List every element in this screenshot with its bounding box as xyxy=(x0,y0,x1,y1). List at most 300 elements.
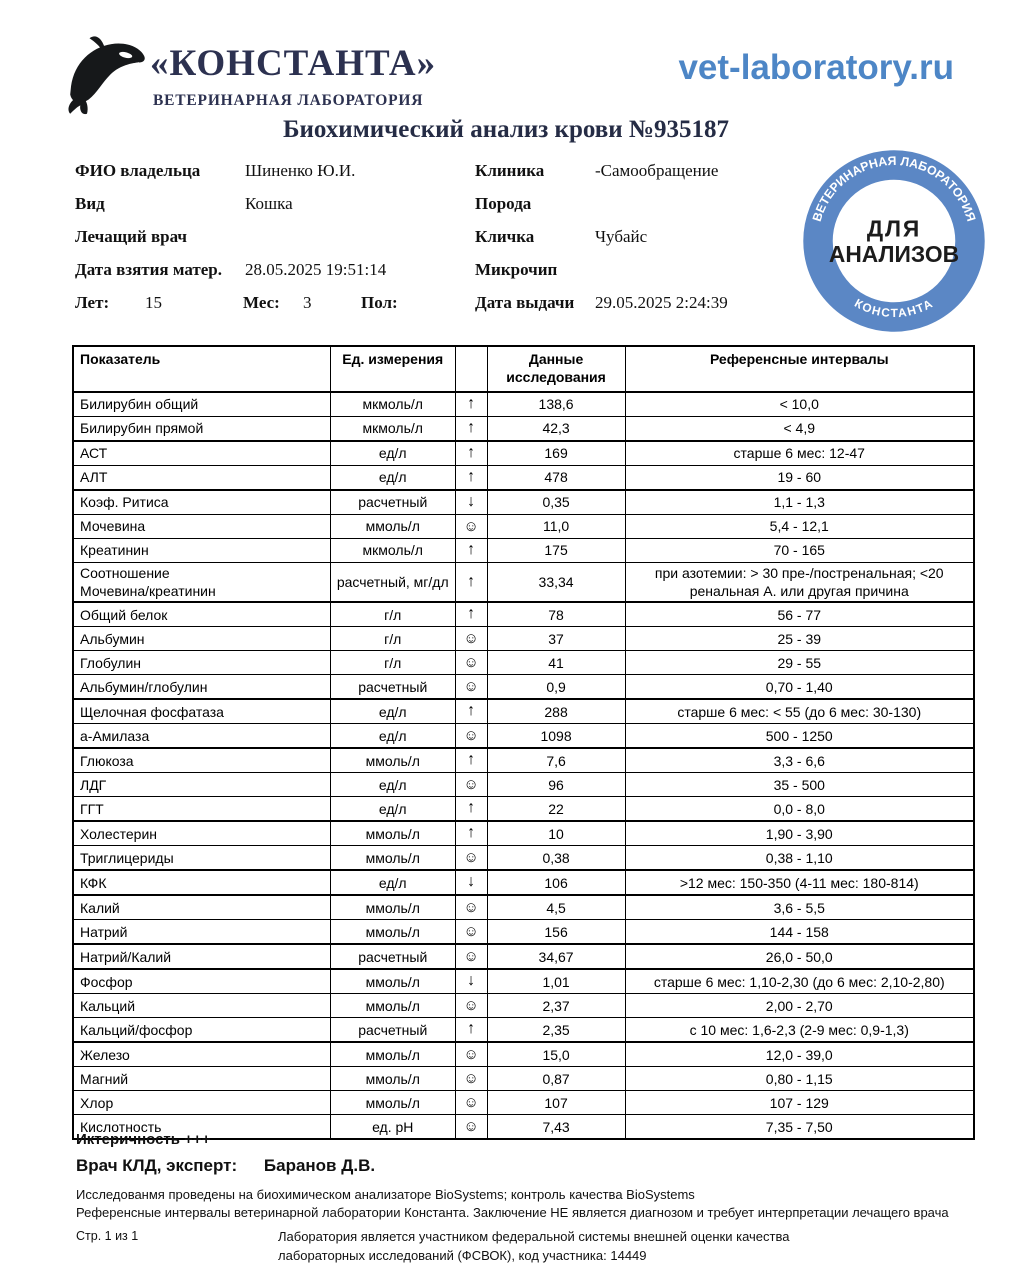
reference-cell xyxy=(625,870,974,895)
reference-cell xyxy=(625,797,974,822)
value-cell: 138,6 xyxy=(487,392,625,417)
analyte-name: Натрий/Калий xyxy=(80,948,172,965)
flag-cell xyxy=(455,895,487,920)
icterus-note: Иктеричность +++ xyxy=(76,1131,211,1148)
table-row xyxy=(73,797,974,822)
analyte-name: Креатинин xyxy=(80,542,149,559)
orca-icon xyxy=(64,34,152,118)
value-cell: 42,3 xyxy=(487,417,625,442)
reference-cell xyxy=(625,748,974,773)
reference-line2: ренальная А. или другая причина xyxy=(689,583,909,600)
vet-row xyxy=(75,227,470,260)
unit-cell: расчетный xyxy=(330,490,455,515)
unit-cell: ед/л xyxy=(330,466,455,491)
reference-cell xyxy=(625,1018,974,1043)
analyte-name-cell xyxy=(73,392,330,417)
unit-cell: ммоль/л xyxy=(330,1042,455,1067)
header-flag xyxy=(455,346,487,392)
patient-info-left xyxy=(75,161,470,326)
analyte-name-cell xyxy=(73,821,330,846)
analyte-name-cell xyxy=(73,490,330,515)
flag-cell xyxy=(455,994,487,1018)
reference-line1: 3,6 - 5,5 xyxy=(773,899,825,916)
flag-cell xyxy=(455,627,487,651)
reference-line1: с 10 мес: 1,6-2,3 (2-9 мес: 0,9-1,3) xyxy=(689,1021,909,1038)
lab-stamp xyxy=(799,146,989,336)
value-cell: 15,0 xyxy=(487,1042,625,1067)
reference-line1: < 10,0 xyxy=(779,396,819,413)
table-row xyxy=(73,602,974,627)
unit-cell: ед/л xyxy=(330,699,455,724)
value-cell: 10 xyxy=(487,821,625,846)
analyte-name-cell xyxy=(73,539,330,563)
fsvok-note xyxy=(278,1227,789,1265)
table-row xyxy=(73,748,974,773)
reference-cell xyxy=(625,846,974,871)
unit-cell: г/л xyxy=(330,627,455,651)
analyte-name: Соотношение xyxy=(80,565,170,581)
analyte-name-cell xyxy=(73,602,330,627)
stamp-top-text: ВЕТЕРИНАРНАЯ ЛАБОРАТОРИЯ xyxy=(809,153,979,224)
flag-cell xyxy=(455,675,487,700)
analyte-name-cell xyxy=(73,797,330,822)
analyte-name: ГГТ xyxy=(80,800,104,817)
reference-cell xyxy=(625,1042,974,1067)
value-cell: 0,87 xyxy=(487,1067,625,1091)
analyte-name-cell xyxy=(73,1067,330,1091)
patient-info-right xyxy=(475,161,805,326)
years-value: 15 xyxy=(145,293,162,312)
unit-cell: мкмоль/л xyxy=(330,539,455,563)
analyte-name-cell xyxy=(73,417,330,442)
value-cell: 156 xyxy=(487,920,625,945)
value-cell: 0,38 xyxy=(487,846,625,871)
reference-cell xyxy=(625,490,974,515)
value-cell: 288 xyxy=(487,699,625,724)
analyte-name: Мочевина xyxy=(80,518,146,535)
value-cell: 0,9 xyxy=(487,675,625,700)
unit-cell: ммоль/л xyxy=(330,895,455,920)
issue-date-label: Дата выдачи xyxy=(475,293,575,312)
table-row xyxy=(73,895,974,920)
doctor-name: Баранов Д.В. xyxy=(263,1156,376,1175)
clinic-row xyxy=(475,161,805,194)
analyte-name-cell xyxy=(73,944,330,969)
owner-label: ФИО владельца xyxy=(75,161,201,180)
vet-label: Лечащий врач xyxy=(75,227,187,246)
value-cell: 7,43 xyxy=(487,1115,625,1140)
analyte-name-cell xyxy=(73,748,330,773)
table-row xyxy=(73,627,974,651)
analyte-name: Кислотность xyxy=(80,1118,162,1135)
smiley-icon: ☺ xyxy=(463,654,479,672)
species-label: Вид xyxy=(75,194,105,213)
years-label: Лет: xyxy=(75,293,110,312)
doctor-label: Врач КЛД, эксперт: xyxy=(76,1156,238,1175)
value-cell: 34,67 xyxy=(487,944,625,969)
unit-cell: ммоль/л xyxy=(330,969,455,994)
analyte-name-cell xyxy=(73,846,330,871)
value-cell: 478 xyxy=(487,466,625,491)
analyte-name-cell xyxy=(73,675,330,700)
value-cell: 106 xyxy=(487,870,625,895)
reference-cell xyxy=(625,773,974,797)
reference-line1: 70 - 165 xyxy=(773,542,825,559)
reference-line1: 144 - 158 xyxy=(769,923,829,940)
owner-row xyxy=(75,161,470,194)
unit-cell: ммоль/л xyxy=(330,821,455,846)
header-data xyxy=(487,346,625,392)
down-arrow-icon: ↓ xyxy=(467,972,476,990)
smiley-icon: ☺ xyxy=(463,776,479,794)
unit-cell: расчетный xyxy=(330,675,455,700)
up-arrow-icon: ↑ xyxy=(467,1020,476,1038)
up-arrow-icon: ↑ xyxy=(467,824,476,842)
species-row xyxy=(75,194,470,227)
analyte-name-cell xyxy=(73,994,330,1018)
table-row xyxy=(73,773,974,797)
unit-cell: расчетный xyxy=(330,1018,455,1043)
analyte-name-cell xyxy=(73,920,330,945)
analyte-name-line2: Мочевина/креатинин xyxy=(80,583,216,600)
table-row xyxy=(73,846,974,871)
analyte-name-cell xyxy=(73,969,330,994)
flag-cell xyxy=(455,1115,487,1140)
months-label: Мес: xyxy=(243,293,280,312)
reference-line1: 500 - 1250 xyxy=(765,727,833,744)
header-unit: Ед. измерения xyxy=(330,346,455,392)
unit-cell: расчетный xyxy=(330,944,455,969)
unit-cell: ммоль/л xyxy=(330,994,455,1018)
flag-cell xyxy=(455,490,487,515)
table-row xyxy=(73,466,974,491)
reference-cell xyxy=(625,627,974,651)
table-row xyxy=(73,944,974,969)
analyte-name-cell xyxy=(73,515,330,539)
reference-cell xyxy=(625,821,974,846)
value-cell: 7,6 xyxy=(487,748,625,773)
table-row xyxy=(73,490,974,515)
stamp-center-line1: ДЛЯ xyxy=(866,215,922,242)
analyte-name: Триглицериды xyxy=(80,849,174,866)
results-table xyxy=(72,345,975,1140)
analyte-name: Хлор xyxy=(80,1094,114,1111)
flag-cell xyxy=(455,969,487,994)
pet-name-row xyxy=(475,227,805,260)
unit-cell: мкмоль/л xyxy=(330,417,455,442)
brand-subtitle: ВЕТЕРИНАРНАЯ ЛАБОРАТОРИЯ xyxy=(153,92,424,109)
reference-line1: 5,4 - 12,1 xyxy=(769,518,829,535)
value-cell: 2,35 xyxy=(487,1018,625,1043)
smiley-icon: ☺ xyxy=(463,923,479,941)
analyte-name: Щелочная фосфатаза xyxy=(80,703,224,720)
reference-line1: 0,38 - 1,10 xyxy=(765,849,833,866)
analyte-name: Общий белок xyxy=(80,606,168,623)
unit-cell: ммоль/л xyxy=(330,1091,455,1115)
value-cell: 41 xyxy=(487,651,625,675)
value-cell: 78 xyxy=(487,602,625,627)
reference-cell xyxy=(625,563,974,603)
unit-cell: ед/л xyxy=(330,441,455,466)
value-cell: 1098 xyxy=(487,724,625,749)
microchip-row xyxy=(475,260,805,293)
up-arrow-icon: ↑ xyxy=(467,468,476,486)
months-value: 3 xyxy=(303,293,312,312)
fsvok-line1: Лаборатория является участником федеральной системы внешней оценки качества xyxy=(278,1229,790,1244)
down-arrow-icon: ↓ xyxy=(467,493,476,511)
flag-cell xyxy=(455,1042,487,1067)
doctor-line xyxy=(76,1156,375,1176)
analyte-name-cell xyxy=(73,1018,330,1043)
unit-cell: ммоль/л xyxy=(330,1067,455,1091)
table-row xyxy=(73,699,974,724)
reference-line1: 7,35 - 7,50 xyxy=(765,1118,833,1135)
flag-cell xyxy=(455,699,487,724)
unit-cell: расчетный, мг/дл xyxy=(330,563,455,603)
up-arrow-icon: ↑ xyxy=(467,541,476,559)
analyte-name: Кальций/фосфор xyxy=(80,1021,193,1038)
smiley-icon: ☺ xyxy=(463,849,479,867)
up-arrow-icon: ↑ xyxy=(467,751,476,769)
reference-cell xyxy=(625,602,974,627)
analyte-name: Альбумин/глобулин xyxy=(80,678,208,695)
analyte-name: Калий xyxy=(80,899,120,916)
table-row xyxy=(73,920,974,945)
unit-cell: г/л xyxy=(330,651,455,675)
reference-line1: старше 6 мес: 1,10-2,30 (до 6 мес: 2,10-2,80) xyxy=(653,973,945,990)
flag-cell xyxy=(455,1091,487,1115)
table-row xyxy=(73,515,974,539)
website-text: vet-laboratory.ru xyxy=(678,48,954,87)
up-arrow-icon: ↑ xyxy=(467,419,476,437)
table-row xyxy=(73,417,974,442)
analyte-name: АЛТ xyxy=(80,469,108,486)
analyte-name-cell xyxy=(73,466,330,491)
lab-table-body xyxy=(73,392,974,1139)
value-cell: 11,0 xyxy=(487,515,625,539)
analyte-name-cell xyxy=(73,699,330,724)
flag-cell xyxy=(455,846,487,871)
reference-cell xyxy=(625,675,974,700)
fsvok-line2: лабораторных исследований (ФСВОК), код участника: 14449 xyxy=(278,1248,647,1263)
sample-date-row xyxy=(75,260,470,293)
analyte-name-cell xyxy=(73,773,330,797)
breed-label: Порода xyxy=(475,194,532,213)
page-title: Биохимический анализ крови №935187 xyxy=(282,116,730,143)
table-row xyxy=(73,651,974,675)
analyte-name: Билирубин общий xyxy=(80,396,199,413)
smiley-icon: ☺ xyxy=(463,1046,479,1064)
age-row xyxy=(75,293,470,326)
analyte-name: а-Амилаза xyxy=(80,727,150,744)
stamp-center-line2: АНАЛИЗОВ xyxy=(828,240,960,267)
analyte-name: Железо xyxy=(80,1046,130,1063)
up-arrow-icon: ↑ xyxy=(467,572,476,590)
unit-cell: ммоль/л xyxy=(330,920,455,945)
smiley-icon: ☺ xyxy=(463,899,479,917)
reference-line1: 0,0 - 8,0 xyxy=(773,800,825,817)
unit-cell: мкмоль/л xyxy=(330,392,455,417)
reference-cell xyxy=(625,994,974,1018)
unit-cell: ед/л xyxy=(330,870,455,895)
table-row xyxy=(73,441,974,466)
reference-cell xyxy=(625,1091,974,1115)
table-row xyxy=(73,539,974,563)
value-cell: 2,37 xyxy=(487,994,625,1018)
flag-cell xyxy=(455,563,487,603)
reference-line1: при азотемии: > 30 пре-/постренальная; <20 xyxy=(654,565,944,581)
flag-cell xyxy=(455,1018,487,1043)
flag-cell xyxy=(455,441,487,466)
analyte-name-cell xyxy=(73,724,330,749)
reference-line1: 1,90 - 3,90 xyxy=(765,825,833,842)
reference-line1: 0,70 - 1,40 xyxy=(765,678,833,695)
table-row xyxy=(73,1042,974,1067)
value-cell: 1,01 xyxy=(487,969,625,994)
reference-cell xyxy=(625,895,974,920)
page-number: Стр. 1 из 1 xyxy=(76,1229,139,1243)
analyte-name: Натрий xyxy=(80,923,128,940)
analyte-name-cell xyxy=(73,895,330,920)
reference-line1: 107 - 129 xyxy=(769,1094,829,1111)
value-cell: 0,35 xyxy=(487,490,625,515)
smiley-icon: ☺ xyxy=(463,997,479,1015)
analyte-name-cell xyxy=(73,563,330,603)
reference-cell xyxy=(625,651,974,675)
reference-line1: 12,0 - 39,0 xyxy=(765,1046,833,1063)
pet-name-value: Чубайс xyxy=(595,227,648,246)
value-cell: 4,5 xyxy=(487,895,625,920)
smiley-icon: ☺ xyxy=(463,1070,479,1088)
down-arrow-icon: ↓ xyxy=(467,873,476,891)
table-row xyxy=(73,870,974,895)
flag-cell xyxy=(455,748,487,773)
issue-date-row xyxy=(475,293,805,326)
table-header-row xyxy=(73,346,974,392)
table-row xyxy=(73,563,974,603)
table-row xyxy=(73,1091,974,1115)
analyte-name-cell xyxy=(73,870,330,895)
flag-cell xyxy=(455,773,487,797)
smiley-icon: ☺ xyxy=(463,630,479,648)
reference-cell xyxy=(625,699,974,724)
reference-cell xyxy=(625,539,974,563)
reference-line1: старше 6 мес: 12-47 xyxy=(733,445,865,462)
reference-cell xyxy=(625,515,974,539)
unit-cell: г/л xyxy=(330,602,455,627)
analyte-name: Магний xyxy=(80,1070,129,1087)
unit-cell: ед/л xyxy=(330,773,455,797)
value-cell: 33,34 xyxy=(487,563,625,603)
sex-label: Пол: xyxy=(361,293,398,312)
analyte-name: Коэф. Ритиса xyxy=(80,494,169,511)
up-arrow-icon: ↑ xyxy=(467,444,476,462)
reference-cell xyxy=(625,392,974,417)
unit-cell: ед/л xyxy=(330,797,455,822)
reference-line1: 3,3 - 6,6 xyxy=(773,752,825,769)
analyte-name: Глюкоза xyxy=(80,752,134,769)
sample-date-value: 28.05.2025 19:51:14 xyxy=(245,260,387,279)
reference-line1: старше 6 мес: < 55 (до 6 мес: 30-130) xyxy=(677,703,922,720)
flag-cell xyxy=(455,392,487,417)
analyte-name-cell xyxy=(73,1091,330,1115)
analyte-name-cell xyxy=(73,627,330,651)
table-row xyxy=(73,392,974,417)
value-cell: 22 xyxy=(487,797,625,822)
issue-date-value: 29.05.2025 2:24:39 xyxy=(595,293,728,312)
up-arrow-icon: ↑ xyxy=(467,702,476,720)
reference-cell xyxy=(625,920,974,945)
flag-cell xyxy=(455,651,487,675)
smiley-icon: ☺ xyxy=(463,727,479,745)
unit-cell: ммоль/л xyxy=(330,515,455,539)
smiley-icon: ☺ xyxy=(463,678,479,696)
reference-line1: 26,0 - 50,0 xyxy=(765,948,833,965)
flag-cell xyxy=(455,602,487,627)
unit-cell: ед. pH xyxy=(330,1115,455,1140)
analyte-name: АСТ xyxy=(80,445,108,462)
pet-name-label: Кличка xyxy=(475,227,535,246)
analyte-name: Альбумин xyxy=(80,630,145,647)
value-cell: 169 xyxy=(487,441,625,466)
reference-line1: 35 - 500 xyxy=(773,776,825,793)
table-row xyxy=(73,821,974,846)
reference-cell xyxy=(625,944,974,969)
flag-cell xyxy=(455,466,487,491)
smiley-icon: ☺ xyxy=(463,517,479,535)
smiley-icon: ☺ xyxy=(463,1118,479,1136)
value-cell: 37 xyxy=(487,627,625,651)
table-row xyxy=(73,1018,974,1043)
header-data-line1: Данные xyxy=(528,351,584,367)
clinic-value: -Самообращение xyxy=(595,161,719,180)
header-reference: Референсные интервалы xyxy=(625,346,974,392)
flag-cell xyxy=(455,870,487,895)
up-arrow-icon: ↑ xyxy=(467,605,476,623)
analyte-name: Холестерин xyxy=(80,825,157,842)
analyte-name: Билирубин прямой xyxy=(80,420,204,437)
brand-name: «КОНСТАНТА» xyxy=(150,43,437,84)
analyte-name: КФК xyxy=(80,874,107,891)
table-row xyxy=(73,969,974,994)
reference-line1: 0,80 - 1,15 xyxy=(765,1070,833,1087)
analyte-name: Глобулин xyxy=(80,654,142,671)
reference-cell xyxy=(625,1115,974,1140)
table-row xyxy=(73,675,974,700)
reference-line1: 56 - 77 xyxy=(777,606,822,623)
analyte-name-cell xyxy=(73,1042,330,1067)
analyte-name: ЛДГ xyxy=(80,776,107,793)
flag-cell xyxy=(455,821,487,846)
clinic-label: Клиника xyxy=(475,161,545,180)
flag-cell xyxy=(455,724,487,749)
reference-cell xyxy=(625,417,974,442)
unit-cell: ммоль/л xyxy=(330,846,455,871)
microchip-label: Микрочип xyxy=(475,260,558,279)
reference-line1: 1,1 - 1,3 xyxy=(773,494,825,511)
unit-cell: ммоль/л xyxy=(330,748,455,773)
reference-cell xyxy=(625,441,974,466)
flag-cell xyxy=(455,944,487,969)
flag-cell xyxy=(455,539,487,563)
reference-line1: 2,00 - 2,70 xyxy=(765,997,833,1014)
analyzer-note: Исследованмя проведены на биохимическом анализаторе BioSystems; контроль качества BioSystems xyxy=(76,1187,695,1202)
breed-row xyxy=(475,194,805,227)
reference-line1: >12 мес: 150-350 (4-11 мес: 180-814) xyxy=(679,874,919,891)
table-row xyxy=(73,724,974,749)
flag-cell xyxy=(455,797,487,822)
value-cell: 96 xyxy=(487,773,625,797)
